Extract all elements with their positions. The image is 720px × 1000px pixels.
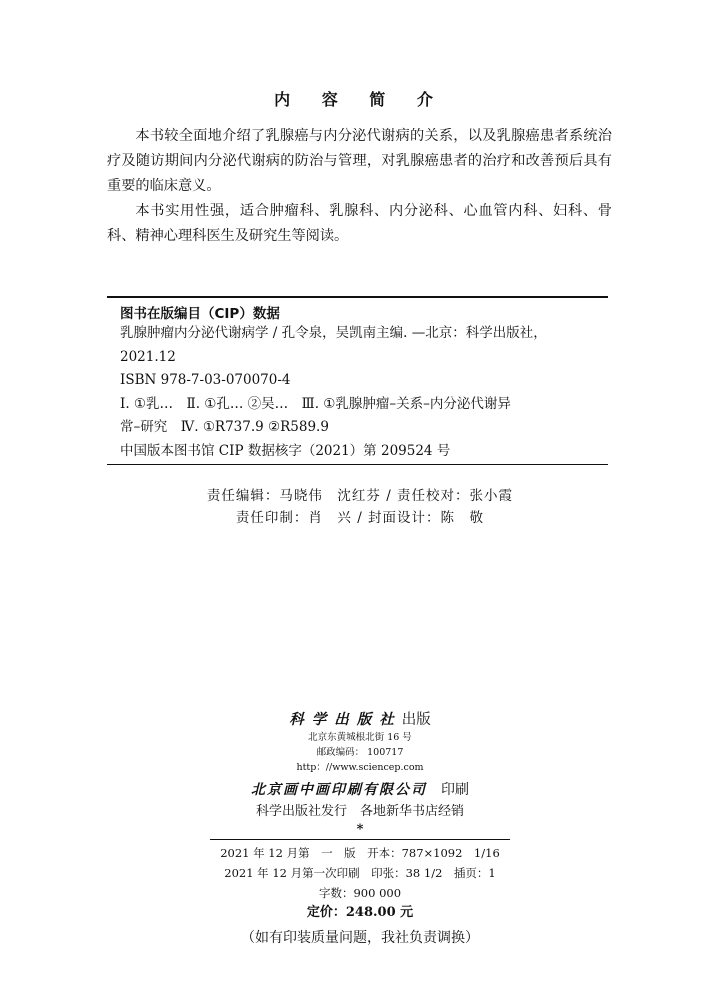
publisher-suffix: 出版 xyxy=(401,712,431,728)
cip-data-block xyxy=(107,296,608,465)
printer-line xyxy=(0,779,720,801)
production-credits: 责任印制：肖 兴 / 封面设计：陈 敬 xyxy=(235,510,485,526)
editor-credits: 责任编辑：马晓伟 沈红芬 / 责任校对：张小霞 xyxy=(206,488,514,504)
publisher-name: 科学出版社 xyxy=(289,711,402,728)
summary-paragraph-2: 本书实用性强，适合肿瘤科、乳腺科、内分泌科、心血管内科、妇科、骨科、精神心理科医生及研究生等阅读。 xyxy=(107,203,612,244)
word-count: 字数：900 000 xyxy=(318,886,402,900)
publisher-line xyxy=(0,710,720,730)
cip-classification-line: 常–研究 Ⅳ. ①R737.9 ②R589.9 xyxy=(120,419,329,435)
cip-title-line: 乳腺肿瘤内分泌代谢病学 / 孔令泉，吴凯南主编. —北京：科学出版社， xyxy=(120,325,547,341)
distribution-line: 科学出版社发行 各地新华书店经销 xyxy=(255,804,464,819)
cip-date-line: 2021.12 xyxy=(120,348,176,365)
imprint-divider xyxy=(210,839,510,840)
cip-heading: 图书在版编目（CIP）数据 xyxy=(120,306,280,322)
publisher-website: http：//www.sciencep.com xyxy=(296,762,424,773)
cip-record-number: 中国版本图书馆 CIP 数据核字（2021）第 209524 号 xyxy=(120,442,451,459)
publisher-postcode: 邮政编码： 100717 xyxy=(316,747,404,758)
imprint-block xyxy=(0,710,720,951)
quality-notice: （如有印装质量问题，我社负责调换） xyxy=(241,930,479,946)
printer-suffix: 印刷 xyxy=(441,782,469,798)
cip-isbn: ISBN 978-7-03-070070-4 xyxy=(120,372,291,388)
edition-line: 2021 年 12 月第 一 版 开本：787×1092 1/16 xyxy=(220,846,500,860)
content-summary xyxy=(107,124,612,249)
printer-name: 北京画中画印刷有限公司 xyxy=(251,782,427,798)
price: 定价：248.00 元 xyxy=(306,905,414,920)
printing-line: 2021 年 12 月第一次印刷 印张：38 1/2 插页：1 xyxy=(224,866,496,880)
cip-subject-line: Ⅰ. ①乳… Ⅱ. ①孔… ②吴… Ⅲ. ①乳腺肿瘤–关系–内分泌代谢异 xyxy=(120,395,511,412)
publisher-address: 北京东黄城根北街 16 号 xyxy=(308,732,412,743)
summary-paragraph-1: 本书较全面地介绍了乳腺癌与内分泌代谢病的关系，以及乳腺癌患者系统治疗及随访期间内分泌代谢病的防治与管理，对乳腺癌患者的治疗和改善预后具有重要的临床意义。 xyxy=(107,128,612,194)
separator-star: * xyxy=(356,822,364,837)
page-title: 内 容 简 介 xyxy=(274,90,446,109)
